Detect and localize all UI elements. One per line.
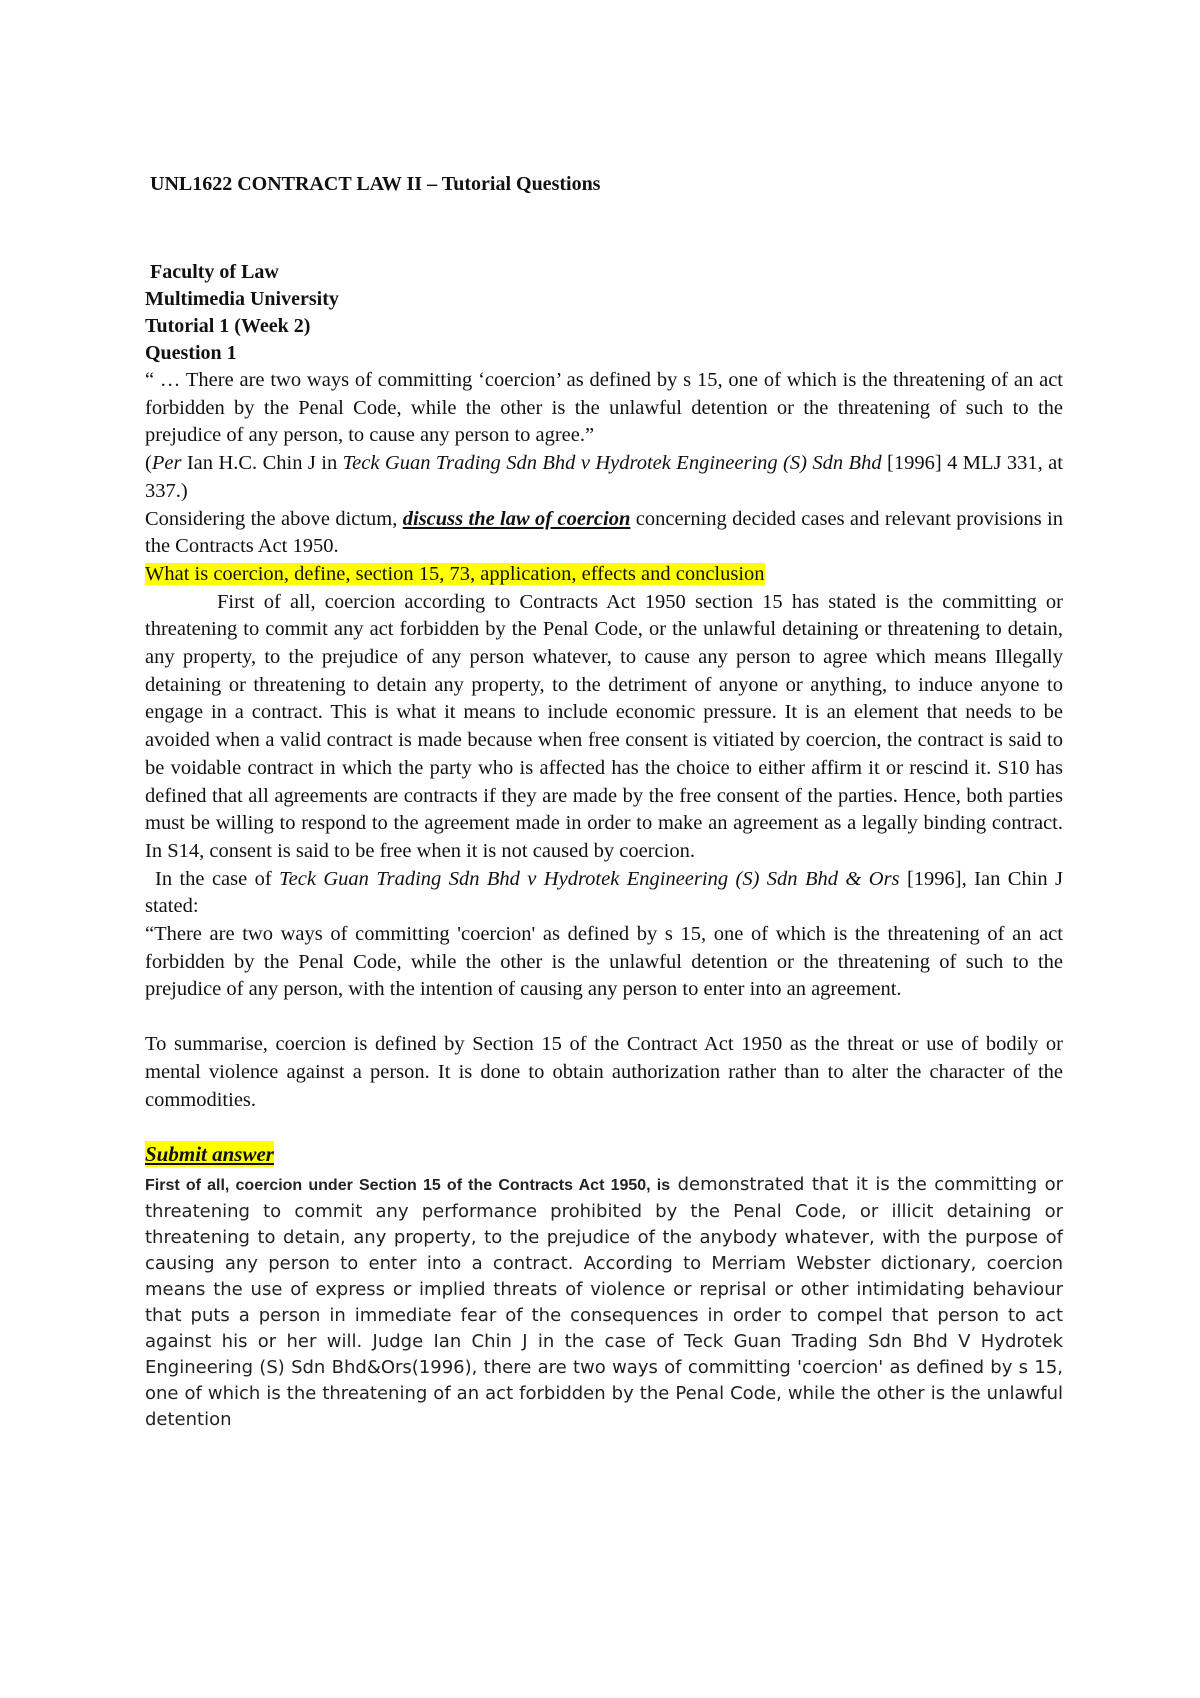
university-line: Multimedia University (145, 288, 339, 310)
question-instruction: Considering the above dictum, discuss the law of coercion concerning decided cases and relevant provisions in the Contracts Act 1950. (145, 507, 1063, 558)
dictum-citation: (Per Ian H.C. Chin J in Teck Guan Trading Sdn Bhd v Hydrotek Engineering (S) Sdn Bhd [1996] 4 MLJ 331, at 337.) (145, 452, 1063, 502)
spacer (145, 1114, 1063, 1141)
submit-heading-line (145, 1141, 1063, 1170)
submit-lead: First of all, coercion under Section 15 of the Contracts Act 1950, is (145, 1176, 671, 1194)
answer-quote: “There are two ways of committing 'coercion' as defined by s 15, one of which is the threatening of an act forbidden by the Penal Code, while the other is the unlawful detention or the threatening of such to the prejudice of any person, with the intention of causing any person to enter into an agreement. (145, 923, 1063, 1001)
submit-heading: Submit answer (145, 1142, 274, 1167)
instruction-emphasis: discuss the law of coercion (402, 507, 631, 530)
faculty-line: Faculty of Law (150, 261, 279, 283)
document-body (145, 259, 1063, 1433)
summary-paragraph: To summarise, coercion is defined by Section 15 of the Contract Act 1950 as the threat or use of bodily or mental violence against a person. It is done to obtain authorization rather than to alter the character of the commodities. (145, 1033, 1063, 1111)
dictum-quote: “ … There are two ways of committing ‘coercion’ as defined by s 15, one of which is the threatening of an act forbidden by the Penal Code, while the other is the unlawful detention or the threatening of such to the prejudice of any person, to cause any person to agree.” (145, 369, 1063, 447)
answer-paragraph-1: First of all, coercion according to Contracts Act 1950 section 15 has stated is the committing or threatening to commit any act forbidden by the Penal Code, or the unlawful detaining or threatening to detain, any property, to the prejudice of any person whatever, to cause any person to agree which means Illegally detaining or threatening to detain any property, to the detriment of anyone or anything, to induce anyone to engage in a contract. This is what it means to include economic pressure. It is an element that needs to be avoided when a valid contract is made because when free consent is vitiated by coercion, the contract is said to be voidable contract in which the party who is affected has the choice to either affirm it or rescind it. S10 has defined that all agreements are contracts if they are made by the free consent of the parties. Hence, both parties must be willing to respond to the agreement made in order to make an agreement as a legally binding contract. In S14, consent is said to be free when it is not caused by coercion. (145, 590, 1063, 862)
submit-answer-text: First of all, coercion under Section 15 of the Contracts Act 1950, is demonstrated that it is the committing or threatening to commit any performance prohibited by the Penal Code, or illicit detaining or threatening to detain, any property, to the prejudice of the anybody whatever, with the purpose of causing any person to enter into a contract. According to Merriam Webster dictionary, coercion means the use of express or implied threats of violence or reprisal or other intimidating behaviour that puts a person in immediate fear of the consequences in order to compel that person to act against his or her will. Judge Ian Chin J in the case of Teck Guan Trading Sdn Bhd V Hydrotek Engineering (S) Sdn Bhd&Ors(1996), there are two ways of committing 'coercion' as defined by s 15, one of which is the threatening of an act forbidden by the Penal Code, while the other is the unlawful detention (145, 1173, 1064, 1430)
question-heading: Question 1 (145, 342, 237, 364)
answer-paragraph-2: In the case of Teck Guan Trading Sdn Bhd v Hydrotek Engineering (S) Sdn Bhd & Ors [1996], Ian Chin J stated: (145, 867, 1063, 918)
cited-case: Teck Guan Trading Sdn Bhd v Hydrotek Engineering (S) Sdn Bhd (342, 452, 882, 475)
highlight-note: What is coercion, define, section 15, 73, application, effects and conclusion (145, 562, 765, 585)
tutorial-line: Tutorial 1 (Week 2) (145, 315, 311, 337)
per-label: Per (151, 452, 182, 475)
case-name: Teck Guan Trading Sdn Bhd v Hydrotek Engineering (S) Sdn Bhd & Ors (279, 867, 900, 890)
spacer (145, 1004, 1063, 1031)
document-title: UNL1622 CONTRACT LAW II – Tutorial Questions (150, 173, 601, 195)
